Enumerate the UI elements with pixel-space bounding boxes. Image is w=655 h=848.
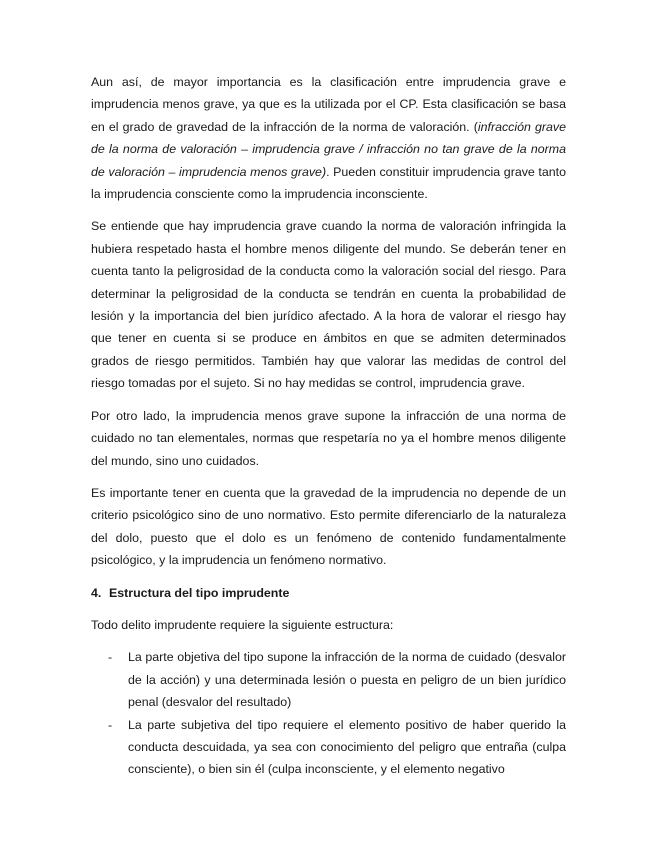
list-item-text: La parte objetiva del tipo supone la infracción de la norma de cuidado (desvalor de la acción) y una determinada lesión o puesta en peligro de un bien jurídico penal (desvalor del resultado) [128, 650, 566, 710]
intro-text: Todo delito imprudente requiere la siguiente estructura: [91, 617, 394, 632]
list-dash: - [108, 650, 113, 665]
paragraph-1-italic-text: infracción grave de la norma de valoración – imprudencia grave / infracción no tan grave de la norma de valoración – imprudencia menos grave) [91, 119, 566, 179]
list-item [91, 714, 566, 781]
paragraph-1-text-b: . Pueden constituir imprudencia grave tanto la imprudencia consciente como la imprudencia inconsciente. [91, 164, 566, 202]
list-item [91, 646, 566, 713]
document-page [91, 71, 566, 781]
paragraph-2-text: Se entiende que hay imprudencia grave cuando la norma de valoración infringida la hubiera respetado hasta el hombre menos diligente del mundo. Se deberán tener en cuenta tanto la peligrosidad de la conducta como la valoración social del riesgo. Para determinar la peligrosidad de la conducta se tendrán en cuenta la probabilidad de lesión y la importancia del bien jurídico afectado. A la hora de valorar el riesgo hay que tener en cuenta si se produce en ámbitos en que se admiten determinados grados de riesgo permitidos. También hay que valorar las medidas de control del riesgo tomadas por el sujeto. Si no hay medidas se control, imprudencia grave. [91, 219, 566, 391]
list-dash: - [108, 717, 113, 732]
section-title: Estructura del tipo imprudente [109, 585, 290, 600]
section-heading [91, 582, 566, 604]
paragraph-4 [91, 482, 566, 572]
paragraph-3-text: Por otro lado, la imprudencia menos grave supone la infracción de una norma de cuidado no tan elementales, normas que respetaría no ya el hombre menos diligente del mundo, sino uno cuidados. [91, 408, 566, 468]
paragraph-2 [91, 215, 566, 394]
structure-list [91, 646, 566, 780]
intro-paragraph [91, 614, 566, 636]
paragraph-1-text-a: Aun así, de mayor importancia es la clasificación entre imprudencia grave e imprudencia menos grave, ya que es la utilizada por el CP. Esta clasificación se basa en el grado de gravedad de la infracción de la norma de valoración. ( [91, 75, 566, 134]
paragraph-3 [91, 405, 566, 472]
paragraph-1 [91, 71, 566, 205]
section-number: 4. [91, 585, 102, 600]
paragraph-4-text: Es importante tener en cuenta que la gravedad de la imprudencia no depende de un criterio psicológico sino de uno normativo. Esto permite diferenciarlo de la naturaleza del dolo, puesto que el dolo es un fenómeno de contenido fundamentalmente psicológico, y la imprudencia un fenómeno normativo. [91, 485, 566, 568]
list-item-text: La parte subjetiva del tipo requiere el elemento positivo de haber querido la conducta descuidada, ya sea con conocimiento del peligro que entraña (culpa consciente), o bien sin él (culpa inconsciente, y el elemento negativo [128, 717, 566, 777]
